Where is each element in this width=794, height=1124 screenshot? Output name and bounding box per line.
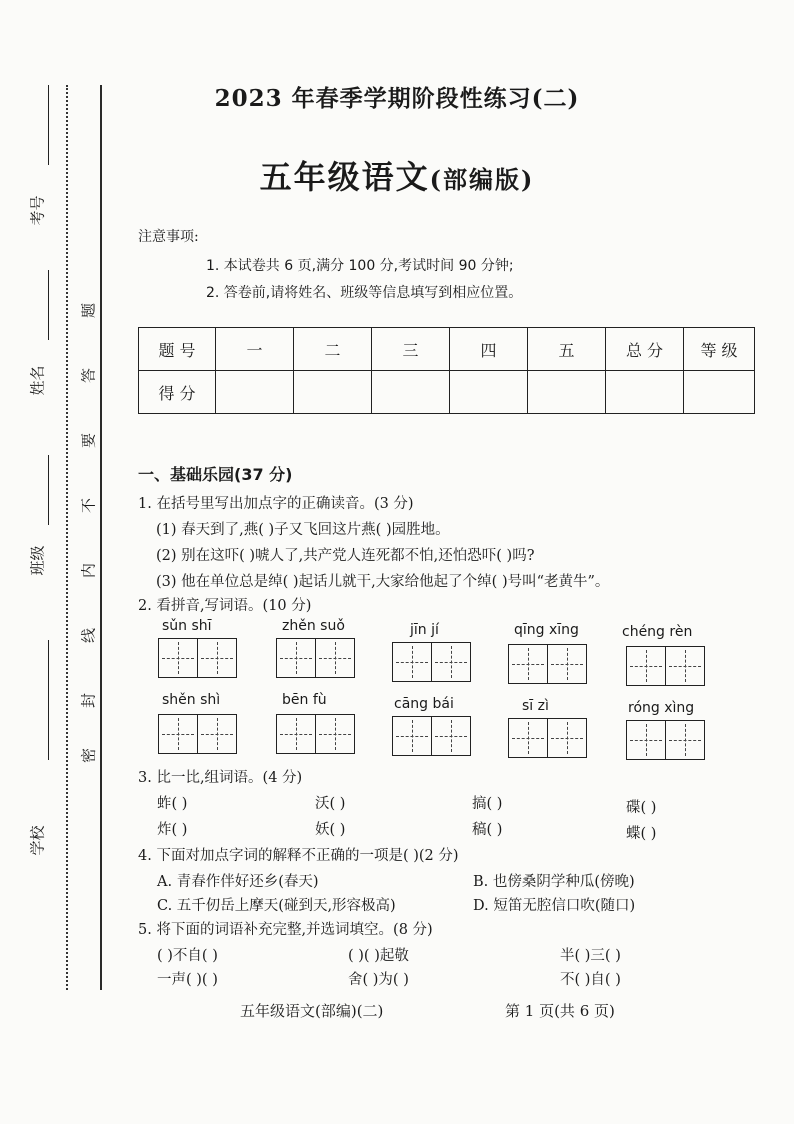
answer-grid[interactable] [158,714,237,754]
score-table [138,327,755,414]
score-input-cell[interactable] [216,371,294,414]
compare-item: 蝶( ) [626,826,657,842]
seal-char: 答 [79,368,98,384]
notice-heading: 注意事项: [138,229,199,245]
answer-grid[interactable] [158,638,237,678]
seal-char: 内 [79,563,98,579]
pinyin-label: zhěn suǒ [282,618,345,634]
answer-grid[interactable] [508,644,587,684]
question-2-stem: 2. 看拼音,写词语。(10 分) [138,598,312,614]
option-a: A. 青春作伴好还乡(春天) [157,874,319,890]
pinyin-label: sī zì [522,698,549,714]
score-header-cell: 三 [372,328,450,371]
idiom-blank: ( )不自( ) [157,948,218,964]
subject-name: 五年级语文 [259,158,430,196]
idiom-blank: 舍( )为( ) [348,972,409,988]
score-header-cell: 总 分 [606,328,684,371]
seal-char: 封 [79,693,98,709]
score-input-cell[interactable] [684,371,755,414]
compare-item: 炸( ) [157,822,188,838]
pinyin-label: bēn fù [282,692,327,708]
score-table-score-row [139,371,755,414]
score-input-cell[interactable] [450,371,528,414]
score-header-cell: 一 [216,328,294,371]
seal-char: 线 [79,628,98,644]
answer-grid[interactable] [626,646,705,686]
compare-item: 沃( ) [315,796,346,812]
answer-grid[interactable] [626,720,705,760]
pinyin-label: jīn jí [410,622,439,638]
school-line [48,640,49,760]
compare-item: 妖( ) [315,822,346,838]
pinyin-label: qīng xīng [514,622,579,638]
question-1-line: (1) 春天到了,燕( )子又飞回这片燕( )园胜地。 [156,522,450,538]
question-1-line: (3) 他在单位总是绰( )起话儿就干,大家给他起了个绰( )号叫“老黄牛”。 [156,574,610,590]
school-label: 学校 [28,825,47,856]
subject-title [0,152,794,198]
question-1-line: (2) 别在这吓( )唬人了,共产党人连死都不怕,还怕恐吓( )吗? [156,548,535,564]
pinyin-label: chéng rèn [622,624,693,640]
idiom-blank: ( )( )起敬 [348,948,409,964]
score-input-cell[interactable] [528,371,606,414]
compare-item: 搞( ) [472,796,503,812]
score-input-cell[interactable] [294,371,372,414]
binding-dotted-line [66,85,68,990]
score-header-cell: 五 [528,328,606,371]
pinyin-label: cāng bái [394,696,454,712]
answer-grid[interactable] [508,718,587,758]
binding-solid-line [100,85,102,990]
class-line [48,455,49,525]
question-3-stem: 3. 比一比,组词语。(4 分) [138,770,303,786]
class-label: 班级 [28,545,47,576]
score-input-cell[interactable] [606,371,684,414]
question-5-stem: 5. 将下面的词语补充完整,并选词填空。(8 分) [138,922,433,938]
answer-grid[interactable] [276,638,355,678]
seal-char: 密 [79,748,98,764]
compare-item: 碟( ) [626,800,657,816]
exam-no-label: 考号 [28,195,47,226]
exam-title: 2023 年春季学期阶段性练习(二) [214,85,580,112]
score-header-cell: 题 号 [139,328,216,371]
notice-item: 2. 答卷前,请将姓名、班级等信息填写到相应位置。 [206,285,523,301]
score-label-cell: 得 分 [139,371,216,414]
pinyin-label: róng xìng [628,700,695,716]
answer-grid[interactable] [276,714,355,754]
question-1-stem: 1. 在括号里写出加点字的正确读音。(3 分) [138,496,414,512]
answer-grid[interactable] [392,716,471,756]
idiom-blank: 一声( )( ) [157,972,218,988]
notice-item: 1. 本试卷共 6 页,满分 100 分,考试时间 90 分钟; [206,258,514,274]
name-label: 姓名 [28,365,47,396]
option-d: D. 短笛无腔信口吹(随口) [473,898,636,914]
compare-item: 蚱( ) [157,796,188,812]
idiom-blank: 半( )三( ) [560,948,621,964]
footer-page-number: 第 1 页(共 6 页) [505,1002,615,1020]
score-input-cell[interactable] [372,371,450,414]
score-table-header-row [139,328,755,371]
footer-subject: 五年级语文(部编)(二) [240,1002,384,1020]
seal-char: 不 [79,498,98,514]
idiom-blank: 不( )自( ) [560,972,621,988]
option-c: C. 五千仞岳上摩天(碰到天,形容极高) [157,898,396,914]
option-b: B. 也傍桑阴学种瓜(傍晚) [473,874,635,890]
score-header-cell: 等 级 [684,328,755,371]
score-header-cell: 四 [450,328,528,371]
pinyin-label: shěn shì [162,692,221,708]
answer-grid[interactable] [392,642,471,682]
section-title: 一、基础乐园(37 分) [138,465,293,484]
seal-char: 要 [79,433,98,449]
score-header-cell: 二 [294,328,372,371]
edition-label: (部编版) [429,165,535,194]
compare-item: 稿( ) [472,822,503,838]
pinyin-label: sǔn shī [162,618,212,634]
seal-char: 题 [79,303,98,319]
name-line [48,270,49,340]
question-4-stem: 4. 下面对加点字词的解释不正确的一项是( )(2 分) [138,848,459,864]
